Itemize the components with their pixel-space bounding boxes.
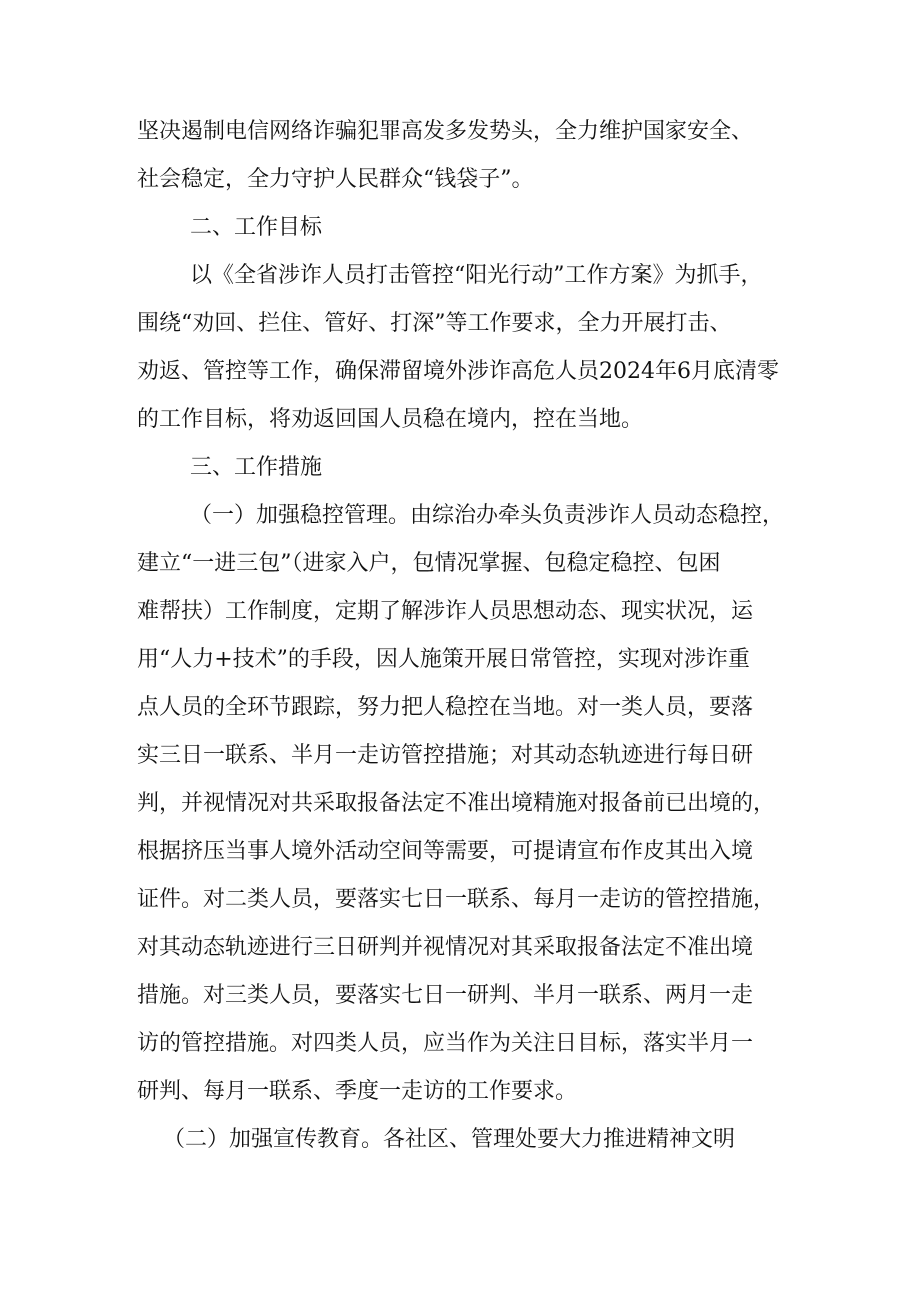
body-text-line: 社会稳定，全力守护人民群众“钱袋子”。 <box>137 167 534 192</box>
body-text-line: 措施。对三类人员，要落实七日一研判、半月一联系、两月一走 <box>137 983 754 1008</box>
body-text-line: 建立“一进三包”（进家入户，包情况掌握、包稳定稳控、包困 <box>137 551 721 576</box>
body-text-line: 对其动态轨迹进行三日研判并视情况对其采取报备法定不准出境 <box>137 935 754 960</box>
section-heading-work-goals: 二、工作目标 <box>190 215 323 240</box>
body-text-line: 难帮扶）工作制度，定期了解涉诈人员思想动态、现实状况，运 <box>137 599 754 624</box>
section-heading-work-measures: 三、工作措施 <box>190 455 323 480</box>
body-text-line: 坚决遏制电信网络诈骗犯罪高发多发势头，全力维护国家安全、 <box>137 119 754 144</box>
body-text-line: 实三日一联系、半月一走访管控措施；对其动态轨迹进行每日研 <box>137 743 754 768</box>
body-text-line: 访的管控措施。对四类人员，应当作为关注日目标，落实半月一 <box>137 1031 754 1056</box>
body-text-line: 研判、每月一联系、季度一走访的工作要求。 <box>137 1079 578 1104</box>
subsection-heading-stability-control: （一）加强稳控管理。由综治办牵头负责涉诈人员动态稳控， <box>190 503 785 528</box>
body-text-line: 用“人力+技术”的手段，因人施策开展日常管控，实现对涉诈重 <box>137 647 750 672</box>
body-text-line: 的工作目标，将劝返回国人员稳在境内，控在当地。 <box>137 407 644 432</box>
body-text-line: 围绕“劝回、拦住、管好、打深”等工作要求，全力开展打击、 <box>137 311 732 336</box>
body-text-line: 判，并视情况对共采取报备法定不准出境精施对报备前已出境的， <box>137 791 776 816</box>
body-text-line: 根据挤压当事人境外活动空间等需要，可提请宣布作皮其出入境 <box>137 839 754 864</box>
body-text-line: 以《全省涉诈人员打击管控“阳光行动”工作方案》为抓手， <box>190 263 763 288</box>
body-text-line: 证件。对二类人员，要落实七日一联系、每月一走访的管控措施， <box>137 887 776 912</box>
subsection-heading-publicity-education: （二）加强宣传教育。各社区、管理处要大力推进精神文明 <box>163 1127 736 1152</box>
body-text-line: 点人员的全环节跟踪，努力把人稳控在当地。对一类人员，要落 <box>137 695 754 720</box>
body-text-line: 劝返、管控等工作，确保滞留境外涉诈高危人员2024年6月底清零 <box>137 359 779 384</box>
